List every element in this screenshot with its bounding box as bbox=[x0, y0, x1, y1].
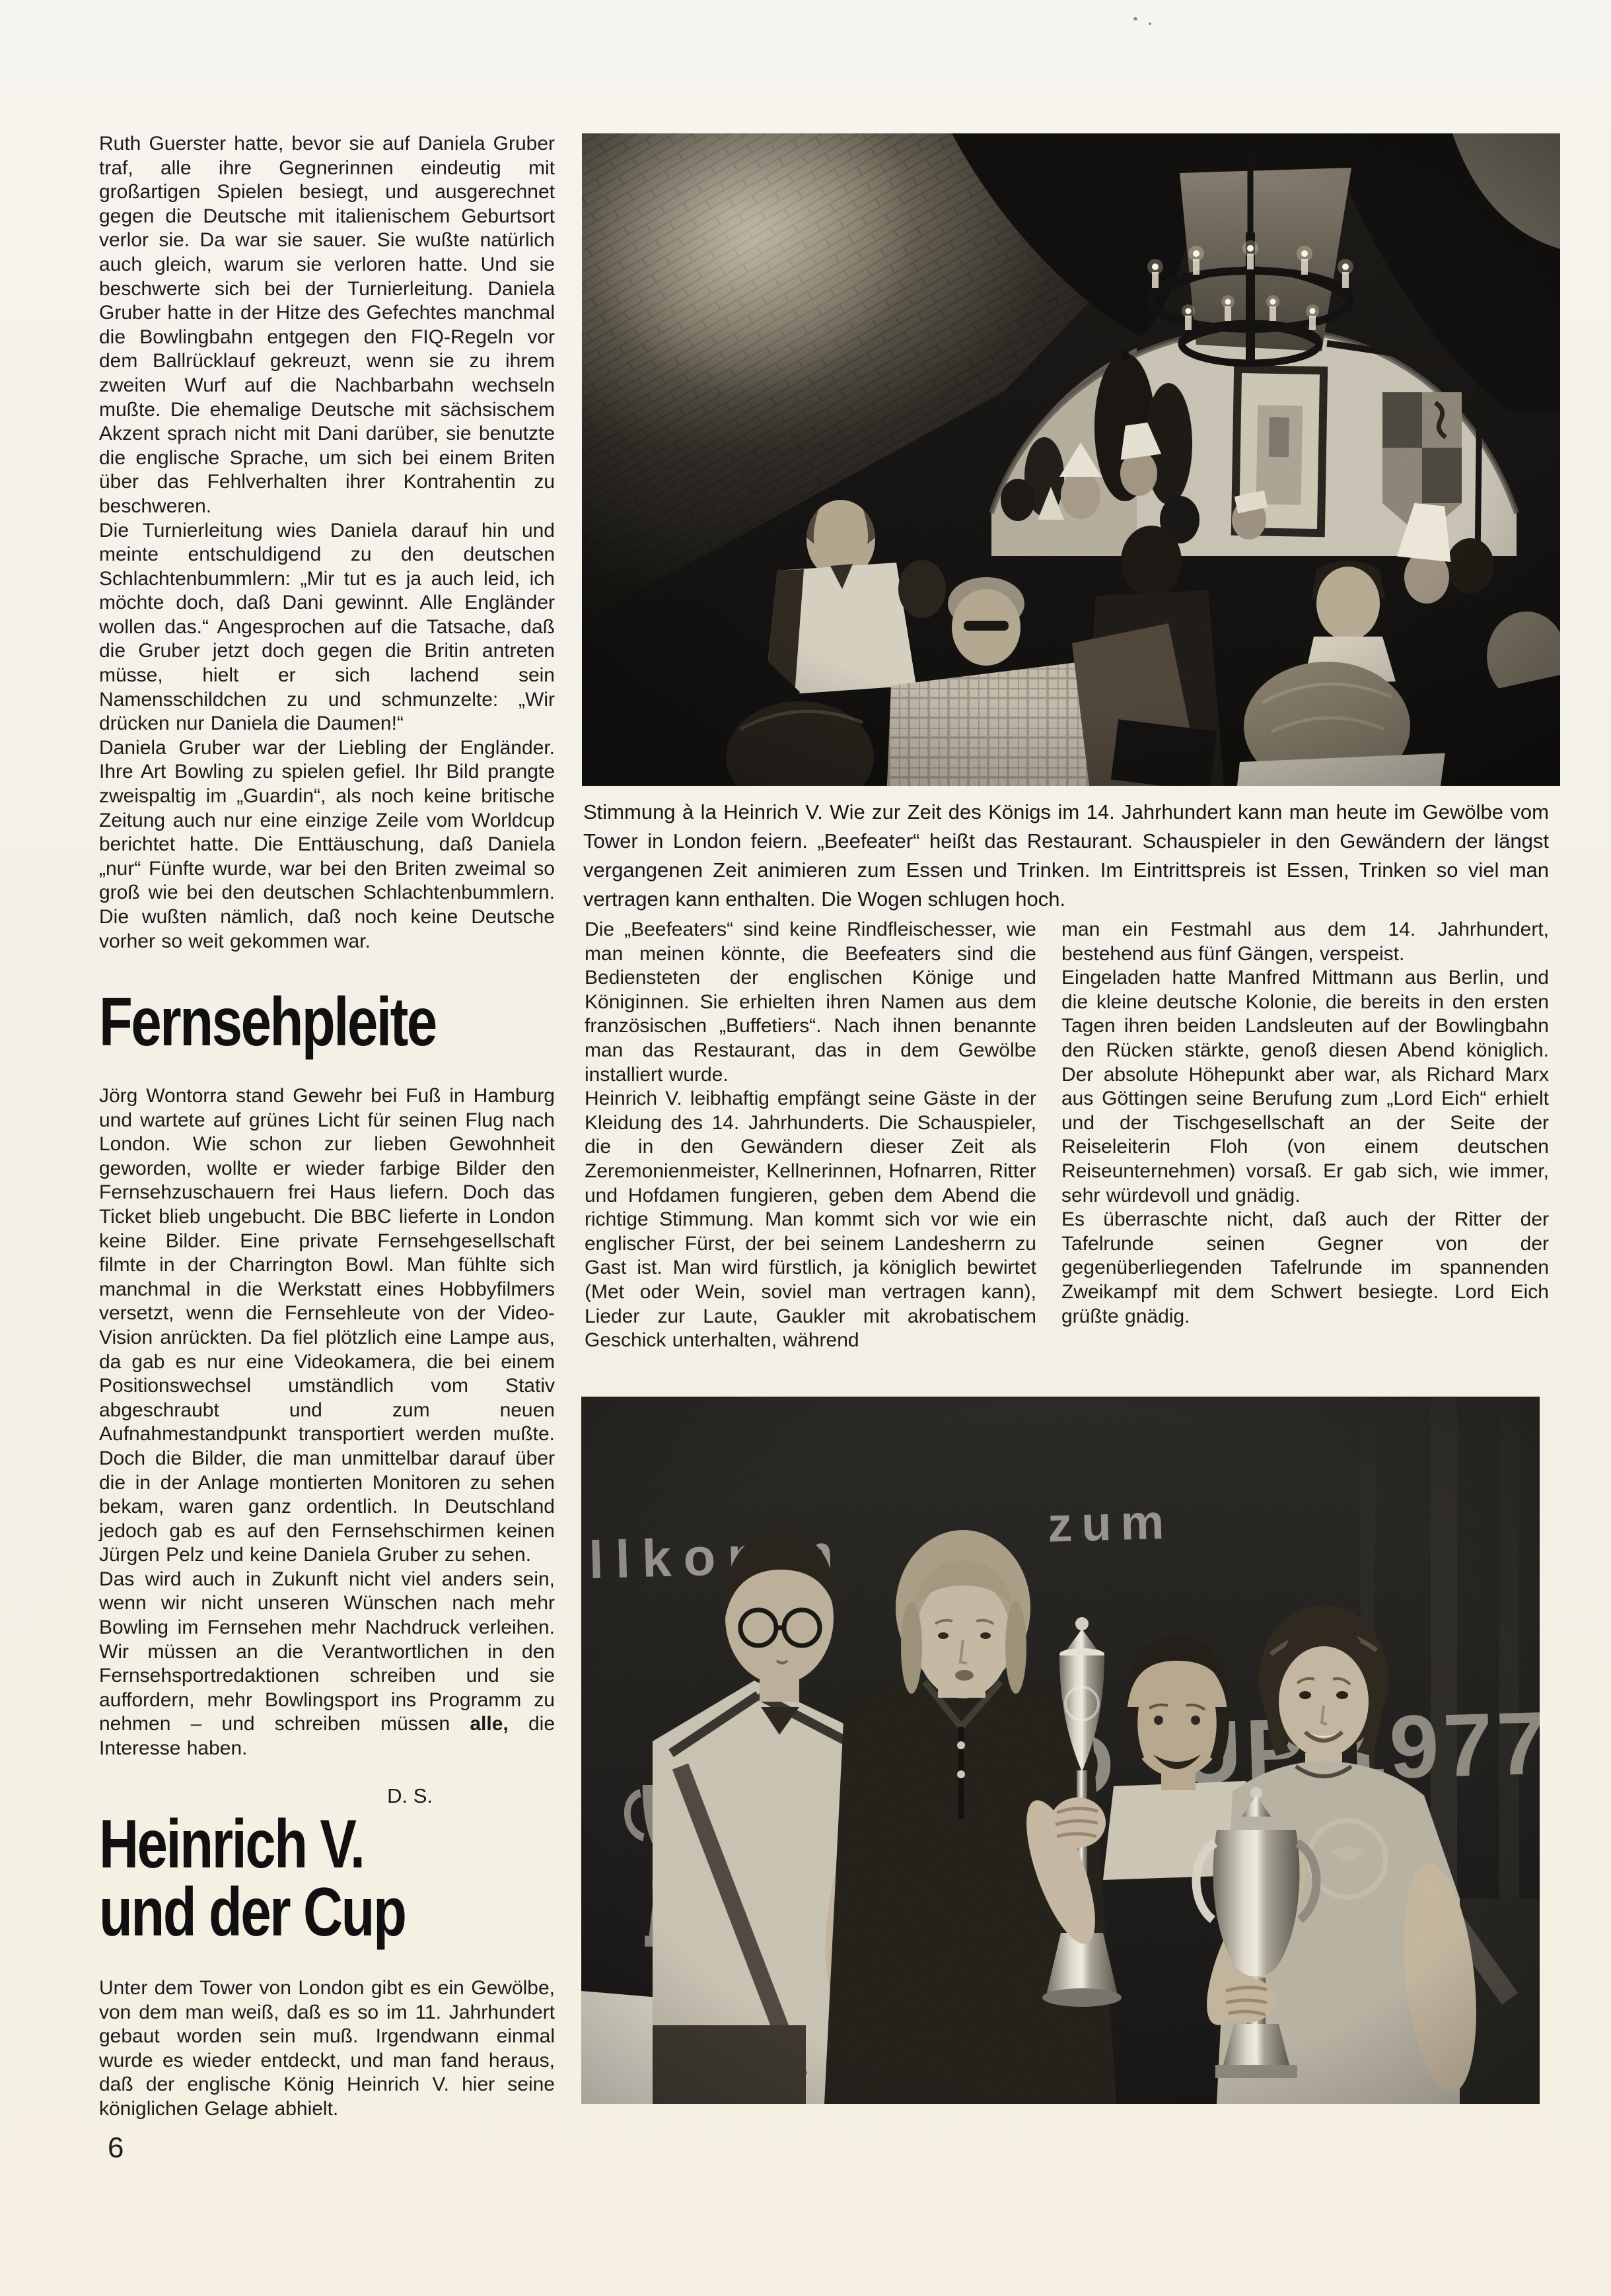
paragraph: Daniela Gruber war der Liebling der Engländer. Ihre Art Bowling zu spielen gefiel. Ihr Bild prangte zweispaltig im „Guardin“, als noch keine britische Zeitung auch nur eine einzige Zeile vom Worldcup berichtet hatte. Die Enttäuschung, daß Daniela „nur“ Fünfte wurde, war bei den Briten zweimal so groß wie bei den deutschen Schlachtenbummlern. Die wußten nämlich, daß noch keine Deutsche vorher so weit gekommen war. bbox=[99, 736, 555, 952]
paragraph: Es überraschte nicht, daß auch der Ritter der Tafelrunde seinen Gegner von der gegenüberliegenden Tafelrunde im spannenden Zweikampf mit dem Schwert besiegte. Lord Eich grüßte gnädig. bbox=[1061, 1208, 1549, 1327]
top-photo-beefeater-cellar bbox=[582, 133, 1560, 786]
paragraph: Unter dem Tower von London gibt es ein Gewölbe, von dem man weiß, daß es so im 11. Jahrhundert gebaut worden sein muß. Irgendwann einmal wurde es wieder entdeckt, und man fand heraus, daß der englische König Heinrich V. hier seine königlichen Gelage abhielt. bbox=[99, 1977, 555, 2120]
column-middle bbox=[585, 918, 1036, 1353]
scan-speck bbox=[1149, 22, 1151, 25]
text-run: Das wird auch in Zukunft nicht viel anders sein, wenn wir nicht unseren Wünschen nach mehr Bowling im Fernsehen mehr Nachdruck verleihen. Wir müssen an die Verantwortlichen in den Fernsehsportredaktionen schreiben und sie auffordern, mehr Bowlingsport ins Programm zu nehmen – und schreiben müssen bbox=[99, 1568, 555, 1735]
bold-text-run: alle, bbox=[470, 1713, 509, 1735]
intro-article-text bbox=[99, 132, 555, 954]
cup-article-text bbox=[99, 1976, 555, 2122]
text-run: die Interesse haben. bbox=[99, 1713, 555, 1760]
headline-heinrich-v bbox=[99, 1806, 406, 1951]
headline-line: Heinrich V. bbox=[99, 1806, 364, 1883]
paragraph: Eingeladen hatte Manfred Mittmann aus Berlin, und die kleine deutsche Kolonie, die bereits in den ersten Tagen ihren beiden Landsleuten auf der Bowlingbahn den Rücken stärkte, genoß diesen Abend königlich. Der absolute Höhepunkt aber war, als Richard Marx aus Göttingen seine Berufung zum „Lord Eich“ erhielt und der Tischgesellschaft an der Seite der Reiseleiterin Floh (von einem deutschen Reiseunternehmen) vorsaß. Er gab sich, wie immer, sehr würdevoll und gnädig. bbox=[1061, 967, 1549, 1206]
paragraph: Heinrich V. leibhaftig empfängt seine Gäste in der Kleidung des 14. Jahrhunderts. Die Schauspieler, die in den Gewändern dieser Zeit als Zeremonienmeister, Kellnerinnen, Hofnarren, Ritter und Hofdamen fungieren, geben dem Abend die richtige Stimmung. Man kommt sich vor wie ein englischer Fürst, der bei seinem Landesherrn zu Gast ist. Man wird fürstlich, ja königlich bewirtet (Met oder Wein, soviel man vertragen kann), Lieder zur Laute, Gaukler mit akrobatischem Geschick unterhalten, während bbox=[585, 1088, 1036, 1352]
page-number: 6 bbox=[108, 2132, 124, 2164]
paragraph: man ein Festmahl aus dem 14. Jahrhundert, bestehend aus fünf Gängen, verspeist. bbox=[1061, 919, 1549, 965]
bottom-photo-illustration bbox=[581, 1397, 1540, 2104]
paragraph: Die Turnierleitung wies Daniela darauf hin und meinte entschuldigend zu den deutschen Schlachtenbummlern: „Mir tut es ja auch leid, ich möchte doch, daß Dani gewinnt. Alle Engländer wollen das.“ Angesprochen auf die Tatsache, daß die Gruber jetzt doch gegen die Britin antreten müsse, hielt er sich lachend sein Namensschildchen zu und schmunzelte: „Wir drücken nur Daniela die Daumen!“ bbox=[99, 519, 555, 735]
headline-line: und der Cup bbox=[99, 1874, 406, 1951]
tv-article-text bbox=[99, 1084, 555, 1761]
paragraph: Die „Beefeaters“ sind keine Rindfleischesser, wie man meinen könnte, die Beefeaters sind die Bediensteten der englischen Könige und Königinnen. Sie erhielten ihren Namen aus dem französischen „Buffetiers“. Nach ihnen benannte man das Restaurant, das in dem Gewölbe installiert wurde. bbox=[585, 919, 1036, 1086]
headline-fernsehpleite: Fernsehpleite bbox=[99, 984, 436, 1061]
paragraph bbox=[99, 1568, 555, 1761]
author-initials: D. S. bbox=[387, 1784, 433, 1807]
column-right bbox=[1061, 918, 1549, 1329]
paragraph: Jörg Wontorra stand Gewehr bei Fuß in Hamburg und wartete auf grünes Licht für seinen Flug nach London. Wie schon zur lieben Gewohnheit geworden, wollte er wieder farbige Bilder den Fernsehzuschauern frei Haus liefern. Doch das Ticket blieb ungebucht. Die BBC lieferte in London keine Bilder. Eine private Fernsehgesellschaft filmte in der Charrington Bowl. Man fühlte sich manchmal in die Werkstatt eines Hobbyfilmers versetzt, wenn die Fernsehleute von der Video-Vision anrückten. Da fiel plötzlich eine Lampe aus, da gab es nur eine Videokamera, die bei einem Positionswechsel umständlich vom Stativ abgeschraubt und zum neuen Aufnahmestandpunkt transportiert werden mußte. Doch die Bilder, die man unmittelbar darauf über die in der Anlage montierten Monitoren zu sehen bekam, waren ganz ordentlich. In Deutschland jedoch gab es auf den Fernsehschirmen keinen Jürgen Pelz und keine Daniela Gruber zu sehen. bbox=[99, 1085, 555, 1566]
bottom-photo-worldcup-winners bbox=[581, 1397, 1540, 2104]
scan-speck bbox=[1133, 17, 1137, 20]
top-photo-illustration bbox=[582, 133, 1560, 786]
paragraph: Ruth Guerster hatte, bevor sie auf Daniela Gruber traf, alle ihre Gegnerinnen eindeutig mit großartigen Spielen besiegt, und ausgerechnet gegen die Deutsche mit italienischem Geburtsort verlor sie. Da war sie sauer. Sie wußte natürlich auch gleich, warum sie verloren hatte. Und sie beschwerte sich bei der Turnierleitung. Daniela Gruber hatte in der Hitze des Gefechtes manchmal die Bowlingbahn entgegen den FIQ-Regeln vor dem Ballrücklauf gekreuzt, wenn sie zu ihrem zweiten Wurf auf die Nachbarbahn wechseln mußte. Die ehemalige Deutsche mit sächsischem Akzent sprach nicht mit Dani darüber, sie benutzte die englische Sprache, um sich bei einem Briten über das Fehlverhalten ihrer Kontrahentin zu beschweren. bbox=[99, 133, 555, 517]
photo-caption: Stimmung à la Heinrich V. Wie zur Zeit des Königs im 14. Jahrhundert kann man heute im Gewölbe vom Tower in London feiern. „Beefeater“ heißt das Restaurant. Schauspieler in den Gewändern der längst vergangenen Zeit animieren zum Essen und Trinken. Im Eintrittspreis ist Essen, Trinken so viel man vertragen kann enthalten. Die Wogen schlugen hoch. bbox=[583, 800, 1549, 911]
